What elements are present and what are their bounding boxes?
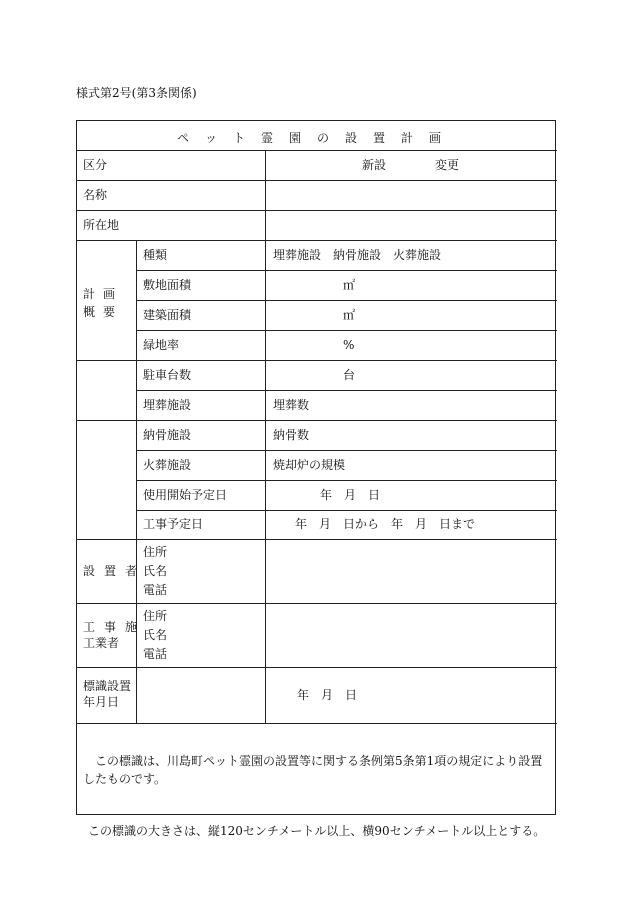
row-divider [77,180,557,181]
row-divider [136,300,557,301]
row-divider [77,723,557,724]
crematory-label: 火葬施設 [143,458,192,472]
row-divider [136,480,557,481]
form-number-label: 様式第2号(第3条関係) [76,86,197,100]
address-label: 住所 [143,609,168,623]
phone-label: 電話 [143,647,168,661]
plan-overview-text: 計画概要 [83,287,124,319]
ossuary-value: 納骨数 [273,428,310,442]
sign-date-label [83,678,131,710]
row-divider [77,150,557,151]
parking-unit: 台 [343,368,356,382]
site-area-unit: ㎡ [343,278,356,292]
installer-label: 設置者 [83,564,147,578]
crematory-value: 焼却炉の規模 [273,458,346,472]
name-label: 名称 [83,188,108,202]
contractor-label-line1: 工事施 [83,620,147,634]
row-divider [77,210,557,211]
location-label: 所在地 [83,218,120,232]
kubun-label: 区分 [83,158,108,172]
sign-date-value: 年 月 日 [297,688,358,702]
plan-overview-label [83,285,137,321]
burial-label: 埋葬施設 [143,398,192,412]
row-divider [77,360,557,361]
type-value: 埋葬施設 納骨施設 火葬施設 [273,248,442,262]
site-area-label: 敷地面積 [143,278,192,292]
column-divider [265,150,266,723]
phone-label: 電話 [143,583,168,597]
contractor-label-line2: 工業者 [83,636,120,650]
name-field-label: 氏名 [143,564,168,578]
new-option: 新設 [362,158,387,172]
row-divider [77,667,557,668]
address-label: 住所 [143,545,168,559]
change-option: 変更 [435,158,460,172]
parking-label: 駐車台数 [143,368,192,382]
footer-note: この標識の大きさは、縦120センチメートル以上、横90センチメートル以上とする。 [88,824,546,838]
row-divider [136,510,557,511]
row-divider [77,603,557,604]
row-divider [136,270,557,271]
row-divider [77,420,557,421]
building-area-label: 建築面積 [143,308,192,322]
sign-date-label-line2: 年月日 [83,695,120,709]
sign-date-label-line1: 標識設置 [83,679,132,693]
installer-fields [143,543,167,600]
row-divider [136,450,557,451]
row-divider [77,539,557,540]
notice-text: この標識は、川島町ペット霊園の設置等に関する条例第5条第1項の規定により設置したものです。 [83,754,543,786]
type-label: 種類 [143,248,168,262]
green-ratio-label: 緑地率 [143,338,180,352]
sign-form-table [76,120,556,815]
row-divider [136,330,557,331]
work-period-value: 年 月 日から 年 月 日まで [295,517,476,531]
burial-value: 埋葬数 [273,398,310,412]
row-divider [77,240,557,241]
start-date-value: 年 月 日 [320,488,381,502]
row-divider [136,390,557,391]
green-ratio-unit: % [343,338,355,352]
start-date-label: 使用開始予定日 [143,488,228,502]
work-period-label: 工事予定日 [143,517,204,531]
contractor-label [83,619,146,651]
contractor-fields [143,607,167,664]
building-area-unit: ㎡ [343,308,356,322]
name-field-label: 氏名 [143,628,168,642]
form-title: ペット霊園の設置計画 [176,131,457,145]
ossuary-label: 納骨施設 [143,428,192,442]
